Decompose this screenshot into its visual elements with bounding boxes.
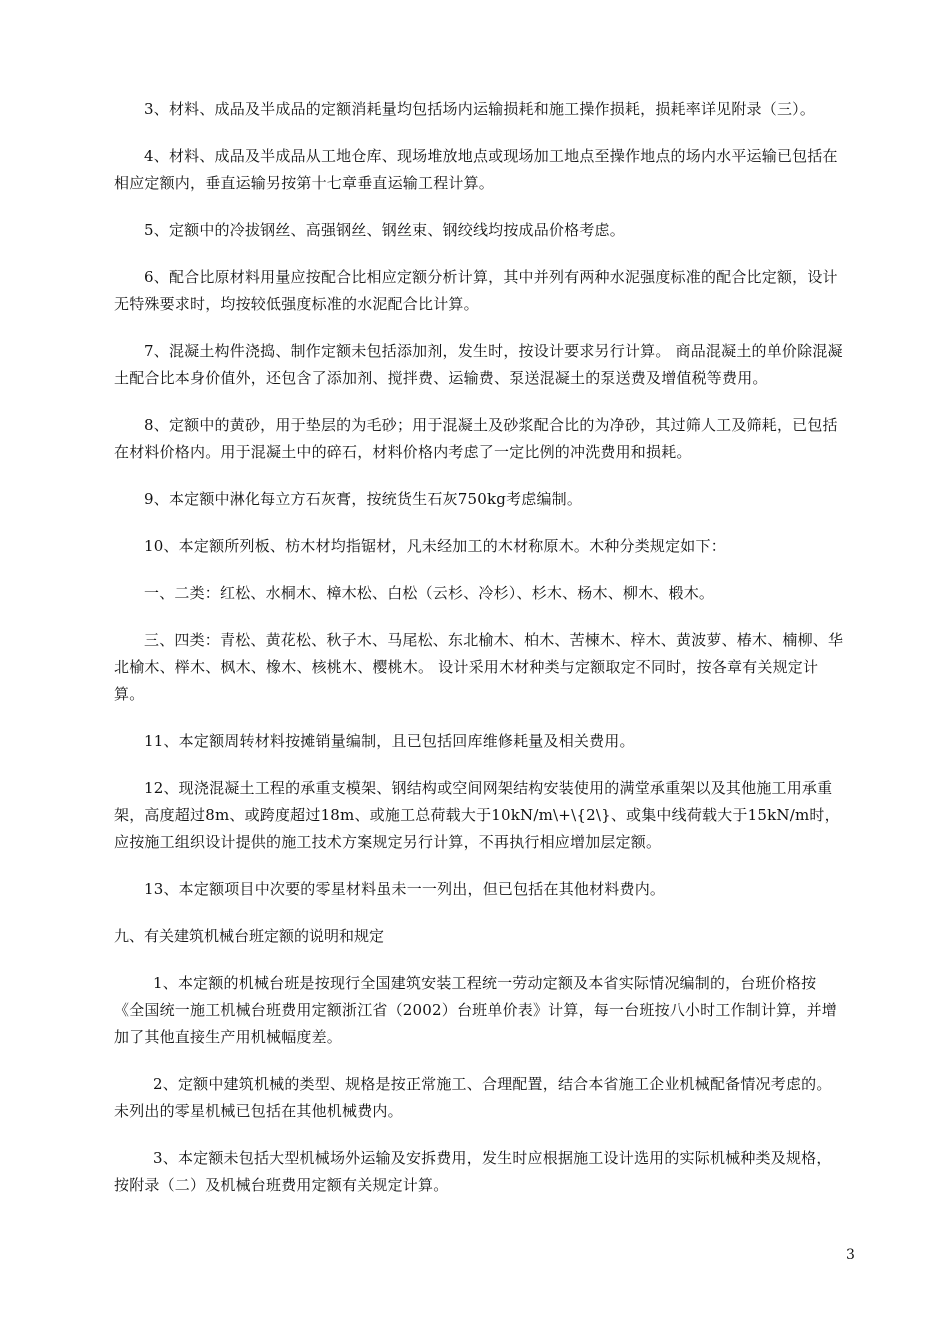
paragraph-horizontal-transport: 4、材料、成品及半成品从工地仓库、现场堆放地点或现场加工地点至操作地点的场内水平运输已包括在相应定额内，垂直运输另按第十七章垂直运输工程计算。 bbox=[114, 147, 838, 192]
paragraph-sand: 8、定额中的黄砂，用于垫层的为毛砂；用于混凝土及砂浆配合比的为净砂，其过筛人工及筛耗，已包括在材料价格内。用于混凝土中的碎石，材料价格内考虑了一定比例的冲洗费用和损耗。 bbox=[114, 416, 838, 461]
paragraph-turnover-materials: 11、本定额周转材料按摊销量编制，且已包括回库维修耗量及相关费用。 bbox=[144, 732, 635, 750]
paragraph-large-machinery: 3、本定额未包括大型机械场外运输及安拆费用，发生时应根据施工设计选用的实际机械种类及规格，按附录（二）及机械台班费用定额有关规定计算。 bbox=[114, 1149, 832, 1194]
paragraph-steel-wire: 5、定额中的冷拔钢丝、高强钢丝、钢丝束、钢绞线均按成品价格考虑。 bbox=[144, 221, 625, 239]
paragraph-timber: 10、本定额所列板、枋木材均指锯材，凡未经加工的木材称原木。木种分类规定如下： bbox=[144, 537, 726, 555]
paragraph-wood-class-1-2: 一、二类：红松、水桐木、樟木松、白松（云杉、冷杉）、杉木、杨木、柳木、椴木。 bbox=[144, 584, 715, 602]
page-number: 3 bbox=[846, 1247, 855, 1263]
section-heading: 九、有关建筑机械台班定额的说明和规定 bbox=[114, 927, 385, 945]
paragraph-minor-materials: 13、本定额项目中次要的零星材料虽未一一列出，但已包括在其他材料费内。 bbox=[144, 880, 666, 898]
paragraph-wood-class-3-4: 三、四类：青松、黄花松、秋子木、马尾松、东北榆木、柏木、苦楝木、梓木、黄波萝、椿木、楠柳、华北榆木、榉木、枫木、橡木、核桃木、樱桃木。 设计采用木材种类与定额取定不同时，按各章有关规定计算。 bbox=[114, 631, 844, 703]
paragraph-mix-ratio: 6、配合比原材料用量应按配合比相应定额分析计算，其中并列有两种水泥强度标准的配合比定额，设计无特殊要求时，均按较低强度标准的水泥配合比计算。 bbox=[114, 268, 838, 313]
page-content bbox=[114, 96, 844, 1219]
paragraph-machine-shift: 1、本定额的机械台班是按现行全国建筑安装工程统一劳动定额及本省实际情况编制的，台班价格按《全国统一施工机械台班费用定额浙江省（2002）台班单价表》计算，每一台班按八小时工作制计算，并增加了其他直接生产用机械幅度差。 bbox=[114, 974, 837, 1046]
paragraph-formwork-support: 12、现浇混凝土工程的承重支模架、钢结构或空间网架结构安装使用的满堂承重架以及其他施工用承重架，高度超过8m、或跨度超过18m、或施工总荷载大于10kN/m\+\{2\}、或集中线荷载大于15kN/m时，应按施工组织设计提供的施工技术方案规定另行计算，不再执行相应增加层定额。 bbox=[114, 779, 840, 851]
paragraph-materials-loss: 3、材料、成品及半成品的定额消耗量均包括场内运输损耗和施工操作损耗，损耗率详见附录（三）。 bbox=[144, 100, 816, 118]
paragraph-concrete-additives: 7、混凝土构件浇捣、制作定额未包括添加剂，发生时，按设计要求另行计算。 商品混凝土的单价除混凝土配合比本身价值外，还包含了添加剂、搅拌费、运输费、泵送混凝土的泵送费及增值税等费用。 bbox=[114, 342, 843, 387]
paragraph-lime-paste: 9、本定额中淋化每立方石灰膏，按统货生石灰750kg考虑编制。 bbox=[144, 490, 583, 508]
paragraph-machine-types: 2、定额中建筑机械的类型、规格是按正常施工、合理配置，结合本省施工企业机械配备情况考虑的。未列出的零星机械已包括在其他机械费内。 bbox=[114, 1075, 832, 1120]
